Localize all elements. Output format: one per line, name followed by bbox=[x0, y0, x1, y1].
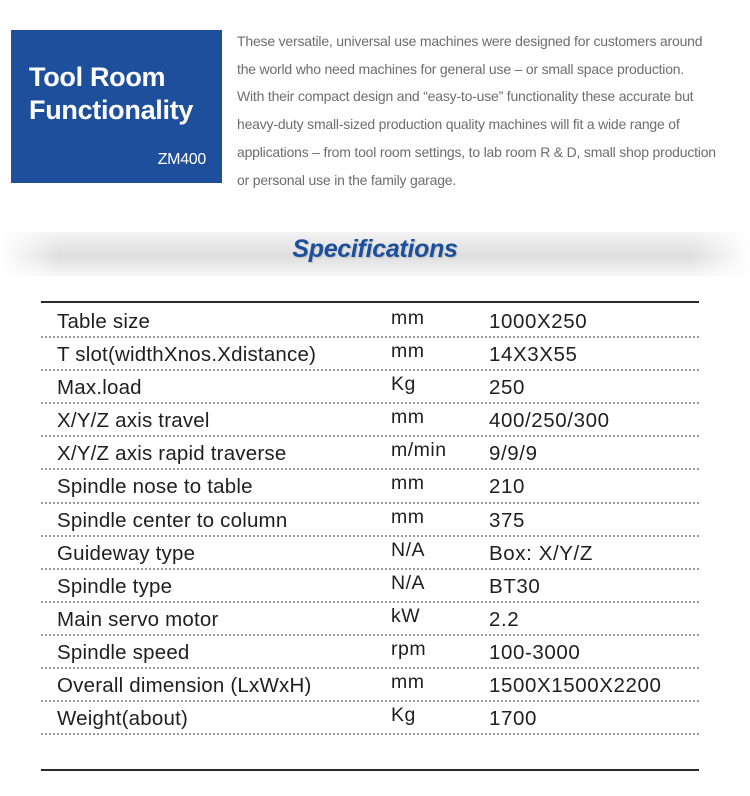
spec-row bbox=[41, 470, 699, 503]
spec-name: Spindle speed bbox=[57, 640, 190, 664]
spec-unit: m/min bbox=[391, 439, 447, 462]
spec-row bbox=[41, 669, 699, 702]
spec-unit: Kg bbox=[391, 704, 416, 727]
hero-title-line-1: Tool Room bbox=[29, 62, 166, 92]
spec-row bbox=[41, 603, 699, 636]
intro-paragraph bbox=[237, 28, 750, 194]
hero-title-line-2: Functionality bbox=[29, 95, 194, 125]
spec-name: Spindle type bbox=[57, 574, 173, 598]
spec-row bbox=[41, 305, 699, 338]
spec-value: 2.2 bbox=[489, 607, 520, 631]
spec-row bbox=[41, 371, 699, 404]
spec-row bbox=[41, 636, 699, 669]
intro-line: applications – from tool room settings, to lab room R & D, small shop production bbox=[237, 143, 716, 160]
specifications-heading: Specifications bbox=[292, 235, 458, 263]
spec-table bbox=[41, 305, 699, 735]
spec-name: Main servo motor bbox=[57, 607, 219, 631]
hero-model-label: ZM400 bbox=[157, 151, 206, 168]
spec-value: 14X3X55 bbox=[489, 343, 578, 367]
spec-row bbox=[41, 404, 699, 437]
spec-row bbox=[41, 504, 699, 537]
spec-value: BT30 bbox=[489, 574, 541, 598]
spec-value: 1000X250 bbox=[489, 310, 588, 333]
intro-line: heavy-duty small-sized production quality machines will fit a wide range of bbox=[237, 116, 680, 133]
spec-value: 375 bbox=[489, 508, 526, 532]
spec-name: Spindle nose to table bbox=[57, 475, 253, 499]
spec-value: 1700 bbox=[489, 707, 538, 731]
spec-unit: mm bbox=[391, 505, 425, 528]
spec-row bbox=[41, 338, 699, 371]
spec-unit: mm bbox=[391, 340, 425, 363]
intro-line: or personal use in the family garage. bbox=[237, 171, 457, 188]
hero-title bbox=[29, 61, 193, 127]
spec-name: Max.load bbox=[57, 376, 142, 400]
spec-unit: mm bbox=[391, 671, 425, 694]
intro-line: These versatile, universal use machines were designed for customers around bbox=[237, 33, 703, 49]
spec-unit: Kg bbox=[391, 373, 416, 396]
table-bottom-rule bbox=[41, 769, 699, 771]
intro-line: the world who need machines for general use – or small space production. bbox=[237, 60, 685, 77]
spec-value: Box: X/Y/Z bbox=[489, 541, 593, 565]
spec-row bbox=[41, 537, 699, 570]
spec-row bbox=[41, 570, 699, 603]
spec-value: 210 bbox=[489, 475, 526, 499]
intro-line: With their compact design and “easy-to-use” functionality these accurate but bbox=[237, 88, 694, 105]
spec-unit: mm bbox=[391, 307, 425, 329]
spec-unit: N/A bbox=[391, 538, 426, 561]
spec-value: 9/9/9 bbox=[489, 442, 538, 466]
spec-name: Overall dimension (LxWxH) bbox=[57, 674, 312, 698]
spec-value: 100-3000 bbox=[489, 640, 581, 664]
spec-unit: kW bbox=[391, 604, 421, 627]
spec-name: X/Y/Z axis rapid traverse bbox=[57, 442, 287, 466]
spec-unit: rpm bbox=[391, 637, 427, 660]
table-top-rule bbox=[41, 301, 699, 303]
spec-name: T slot(widthXnos.Xdistance) bbox=[57, 343, 317, 367]
hero-box bbox=[11, 30, 222, 183]
spec-unit: mm bbox=[391, 472, 425, 495]
spec-value: 250 bbox=[489, 376, 526, 400]
spec-row bbox=[41, 702, 699, 735]
spec-value: 400/250/300 bbox=[489, 409, 610, 433]
spec-value: 1500X1500X2200 bbox=[489, 674, 662, 698]
spec-name: Table size bbox=[57, 310, 151, 333]
spec-name: Weight(about) bbox=[57, 707, 188, 731]
spec-unit: N/A bbox=[391, 571, 426, 594]
spec-name: Spindle center to column bbox=[57, 508, 288, 532]
spec-name: Guideway type bbox=[57, 541, 196, 565]
spec-row bbox=[41, 437, 699, 470]
spec-unit: mm bbox=[391, 406, 425, 429]
spec-name: X/Y/Z axis travel bbox=[57, 409, 210, 433]
